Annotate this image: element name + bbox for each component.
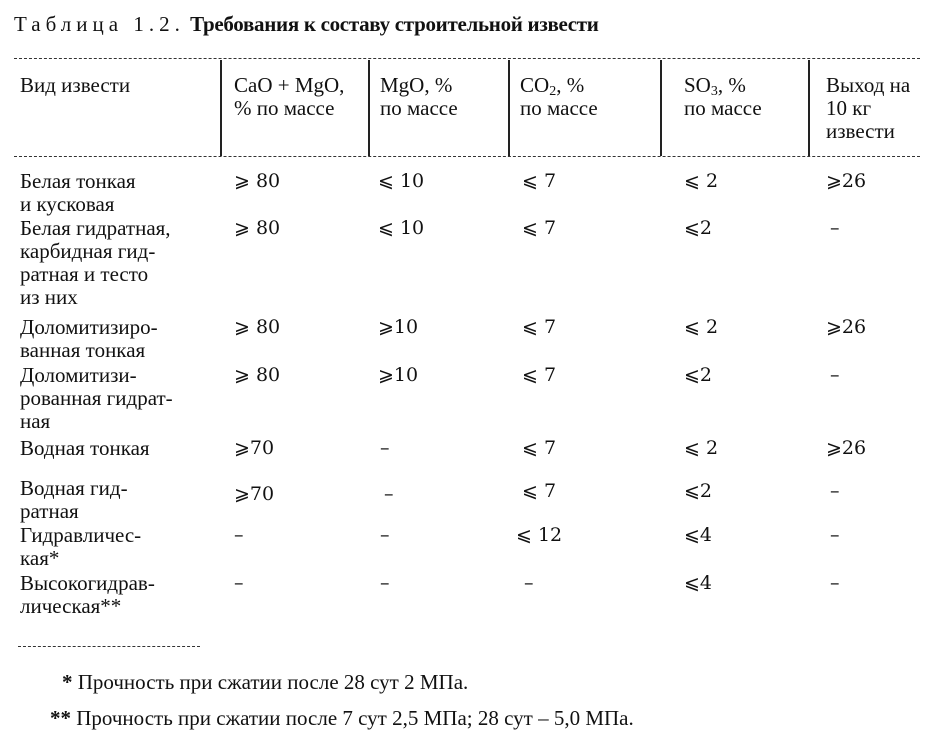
cao-mgo-value: –	[234, 524, 244, 546]
so3-value: ⩽4	[684, 572, 713, 594]
caption-title: Требования к составу строительной извести	[190, 12, 599, 36]
so3-value: ⩽ 2	[684, 170, 719, 192]
yield-value: –	[830, 480, 840, 502]
column-divider	[368, 60, 370, 156]
so3-value: ⩽ 2	[684, 437, 719, 459]
footnote-text: Прочность при сжатии после 28 сут 2 МПа.	[72, 670, 469, 694]
cao-mgo-value: ⩾70	[234, 483, 275, 505]
caption-label: Таблица 1.2.	[14, 12, 185, 36]
footnote-mark: *	[62, 670, 73, 694]
so3-value: ⩽2	[684, 480, 713, 502]
yield-value: –	[830, 524, 840, 546]
table-row-label: Белая тонкая и кусковая	[20, 169, 136, 216]
co2-value: ⩽ 7	[522, 480, 557, 502]
footnote-text: Прочность при сжатии после 7 сут 2,5 МПа; 28 сут – 5,0 МПа.	[71, 706, 634, 730]
header-mgo: MgO, % по массе	[380, 73, 458, 120]
table-row-label: Водная тонкая	[20, 436, 150, 460]
mgo-value: –	[384, 483, 394, 505]
footnote-mark: **	[50, 706, 71, 730]
co2-value: ⩽ 12	[516, 524, 563, 546]
mgo-value: ⩽ 10	[378, 217, 425, 239]
table-row-label: Белая гидратная, карбидная гид- ратная и тесто из них	[20, 216, 171, 309]
footnote-rule	[18, 646, 200, 647]
top-rule	[14, 58, 920, 59]
column-divider	[660, 60, 662, 156]
table-caption	[14, 12, 599, 37]
cao-mgo-value: ⩾ 80	[234, 364, 281, 386]
footnote	[62, 670, 468, 695]
column-divider	[220, 60, 222, 156]
table-row-label: Доломитизи- рованная гидрат- ная	[20, 363, 173, 433]
mgo-value: –	[380, 524, 390, 546]
mgo-value: –	[380, 572, 390, 594]
footnote	[50, 706, 634, 731]
yield-value: –	[830, 572, 840, 594]
co2-value: ⩽ 7	[522, 217, 557, 239]
so3-value: ⩽2	[684, 364, 713, 386]
yield-value: ⩾26	[826, 437, 867, 459]
header-kind: Вид извести	[20, 73, 131, 97]
mgo-value: ⩽ 10	[378, 170, 425, 192]
header-cao-mgo: CaO + MgO, % по массе	[234, 73, 345, 120]
cao-mgo-value: –	[234, 572, 244, 594]
co2-value: ⩽ 7	[522, 437, 557, 459]
yield-value: –	[830, 217, 840, 239]
cao-mgo-value: ⩾ 80	[234, 217, 281, 239]
header-bottom-rule	[14, 156, 920, 157]
header-yield: Выход на 10 кг извести	[826, 73, 911, 143]
header-so3: $SO_3$, % по массе	[684, 73, 762, 120]
mgo-value: –	[380, 437, 390, 459]
co2-value: ⩽ 7	[522, 316, 557, 338]
table-row-label: Высокогидрав- лическая**	[20, 571, 155, 618]
table-row-label: Водная гид- ратная	[20, 476, 128, 523]
column-divider	[808, 60, 810, 156]
yield-value: ⩾26	[826, 170, 867, 192]
co2-value: –	[524, 572, 534, 594]
so3-value: ⩽ 2	[684, 316, 719, 338]
yield-value: –	[830, 364, 840, 386]
header-co2: $CO_2$, % по массе	[520, 73, 598, 120]
table-row-label: Доломитизиро- ванная тонкая	[20, 315, 158, 362]
mgo-value: ⩾10	[378, 364, 419, 386]
cao-mgo-value: ⩾70	[234, 437, 275, 459]
co2-value: ⩽ 7	[522, 170, 557, 192]
table-row-label: Гидравличес- кая*	[20, 523, 142, 570]
cao-mgo-value: ⩾ 80	[234, 170, 281, 192]
column-divider	[508, 60, 510, 156]
mgo-value: ⩾10	[378, 316, 419, 338]
cao-mgo-value: ⩾ 80	[234, 316, 281, 338]
yield-value: ⩾26	[826, 316, 867, 338]
co2-value: ⩽ 7	[522, 364, 557, 386]
so3-value: ⩽2	[684, 217, 713, 239]
so3-value: ⩽4	[684, 524, 713, 546]
